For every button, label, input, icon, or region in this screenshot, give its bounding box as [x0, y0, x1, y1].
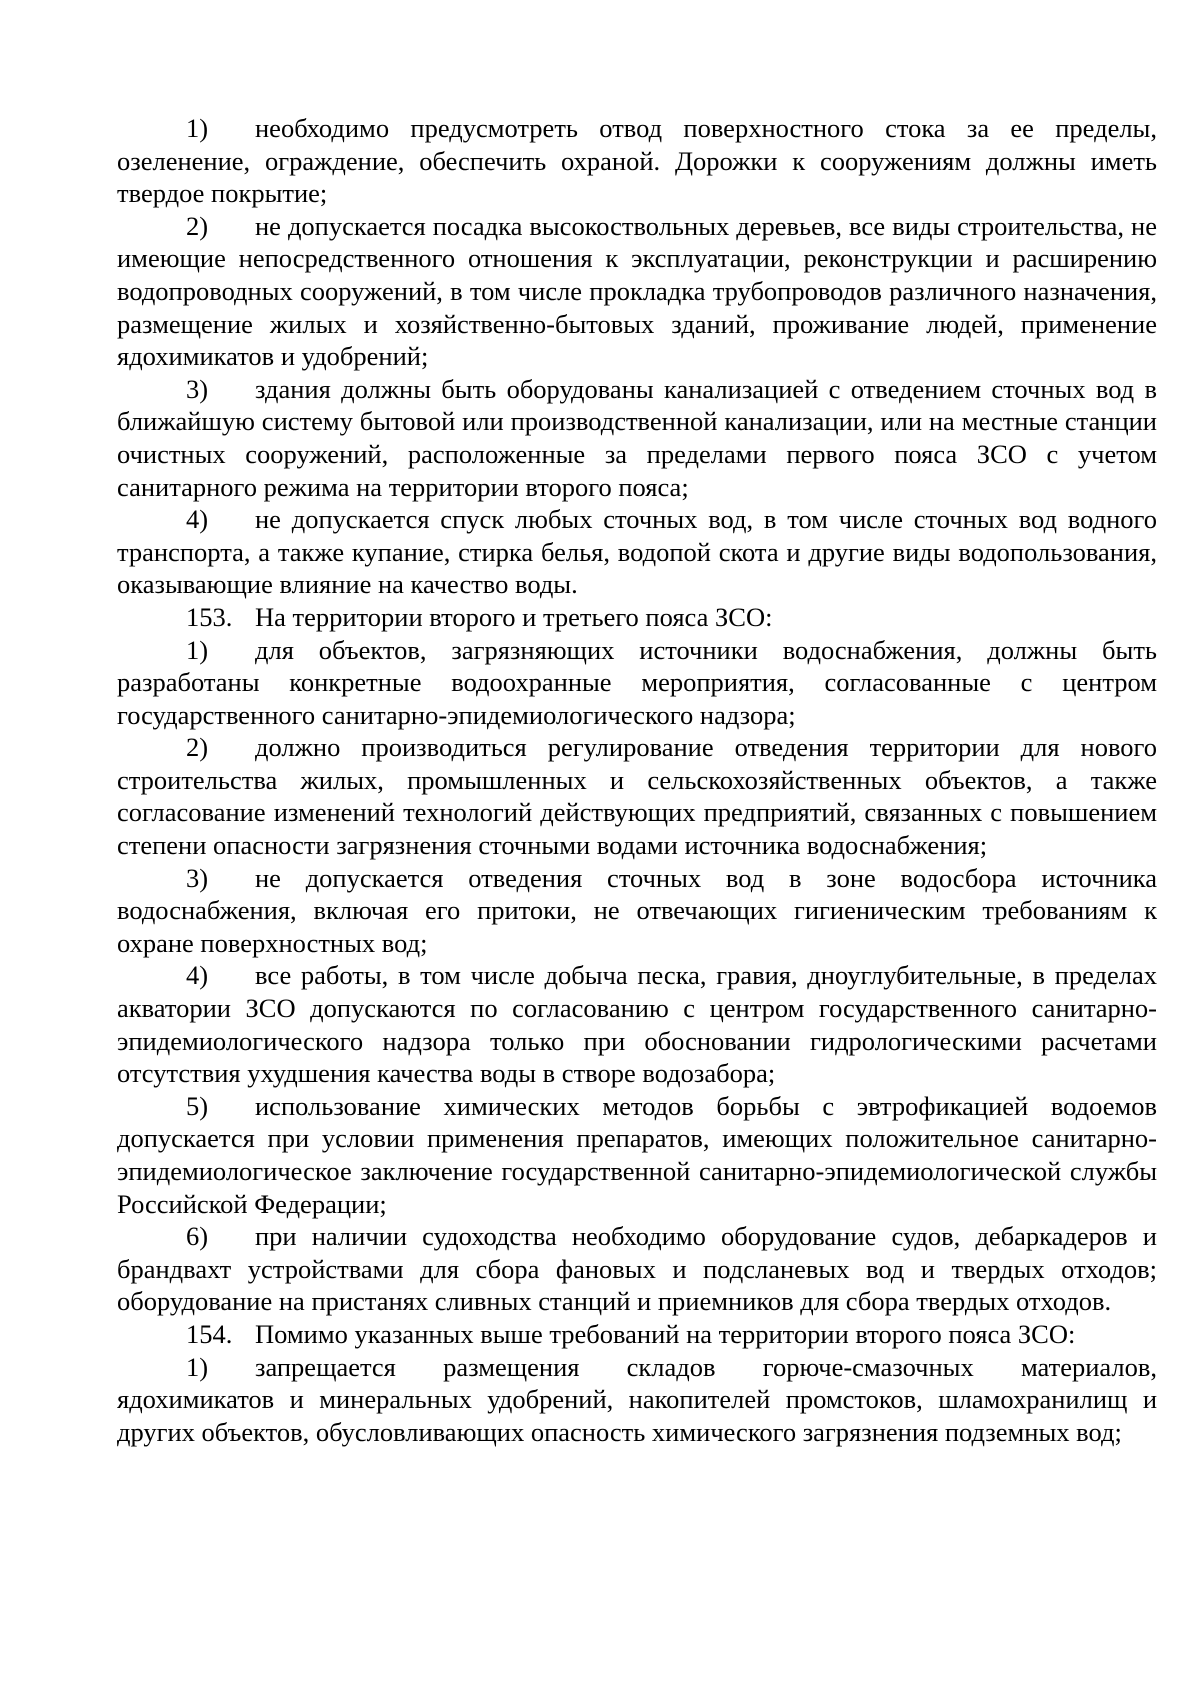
item-number: 1) — [186, 113, 209, 143]
paragraph-153-2 — [117, 731, 1157, 861]
paragraph-3 — [117, 373, 1157, 503]
paragraph-text: не допускается отведения сточных вод в зоне водосбора источника водоснабжения, включая его притоки, не отвечающих гигиеническим требованиям к охране поверхностных вод; — [117, 862, 1157, 958]
item-number: 4) — [186, 960, 209, 991]
paragraph-1 — [117, 112, 1157, 210]
paragraph-text: запрещается размещения складов горюче-смазочных материалов, ядохимикатов и минеральных удобрений, накопителей промстоков, шламохранилищ и других объектов, обусловливающих опасность химического загрязнения подземных вод; — [117, 1351, 1157, 1447]
paragraph-text: все работы, в том числе добыча песка, гравия, дноуглубительные, в пределах акватории ЗСО допускаются по согласованию с центром государственного санитарно-эпидемиологического надзора только при обосновании гидрологическими расчетами отсутствия ухудшения качества воды в створе водозабора; — [117, 960, 1157, 1089]
section-number: 154. — [186, 1318, 233, 1349]
item-number: 3) — [186, 373, 209, 404]
paragraph-153-6 — [117, 1220, 1157, 1318]
section-153 — [117, 601, 1157, 634]
paragraph-text: необходимо предусмотреть отвод поверхностного стока за ее пределы, озеленение, ограждение, обеспечить охраной. Дорожки к сооружениям должны иметь твердое покрытие; — [117, 113, 1157, 209]
paragraph-text: для объектов, загрязняющих источники водоснабжения, должны быть разработаны конкретные водоохранные мероприятия, согласованные с центром государственного санитарно-эпидемиологического надзора; — [117, 634, 1157, 730]
paragraph-text: при наличии судоходства необходимо оборудование судов, дебаркадеров и брандвахт устройствами для сбора фановых и подсланевых вод и твердых отходов; оборудование на пристанях сливных станций и приемников для сбора твердых отходов. — [117, 1221, 1157, 1317]
item-number: 2) — [186, 210, 209, 241]
document-page — [117, 112, 1157, 1448]
paragraph-153-1 — [117, 634, 1157, 732]
paragraph-text: На территории второго и третьего пояса ЗСО: — [255, 601, 773, 632]
paragraph-153-3 — [117, 862, 1157, 960]
item-number: 3) — [186, 862, 209, 893]
paragraph-text: здания должны быть оборудованы канализацией с отведением сточных вод в ближайшую систему бытовой или производственной канализации, или на местные станции очистных сооружений, расположенные за пределами первого пояса ЗСО с учетом санитарного режима на территории второго пояса; — [117, 373, 1157, 502]
item-number: 6) — [186, 1221, 209, 1252]
paragraph-153-4 — [117, 959, 1157, 1089]
paragraph-text: не допускается спуск любых сточных вод, в том числе сточных вод водного транспорта, а также купание, стирка белья, водопой скота и другие виды водопользования, оказывающие влияние на качество воды. — [117, 504, 1157, 600]
paragraph-text: Помимо указанных выше требований на территории второго пояса ЗСО: — [255, 1318, 1076, 1349]
item-number: 1) — [186, 1351, 209, 1382]
item-number: 4) — [186, 504, 209, 535]
item-number: 5) — [186, 1090, 209, 1121]
paragraph-153-5 — [117, 1090, 1157, 1220]
section-154 — [117, 1318, 1157, 1351]
section-number: 153. — [186, 601, 233, 632]
paragraph-2 — [117, 210, 1157, 373]
paragraph-154-1 — [117, 1351, 1157, 1449]
item-number: 1) — [186, 634, 209, 665]
paragraph-text: использование химических методов борьбы с эвтрофикацией водоемов допускается при условии применения препаратов, имеющих положительное санитарно-эпидемиологическое заключение государственной санитарно-эпидемиологической службы Российской Федерации; — [117, 1090, 1157, 1219]
paragraph-text: должно производиться регулирование отведения территории для нового строительства жилых, промышленных и сельскохозяйственных объектов, а также согласование изменений технологий действующих предприятий, связанных с повышением степени опасности загрязнения сточными водами источника водоснабжения; — [117, 732, 1157, 861]
item-number: 2) — [186, 732, 209, 763]
paragraph-4 — [117, 503, 1157, 601]
paragraph-text: не допускается посадка высокоствольных деревьев, все виды строительства, не имеющие непосредственного отношения к эксплуатации, реконструкции и расширению водопроводных сооружений, в том числе прокладка трубопроводов различного назначения, размещение жилых и хозяйственно-бытовых зданий, проживание людей, применение ядохимикатов и удобрений; — [117, 210, 1157, 372]
